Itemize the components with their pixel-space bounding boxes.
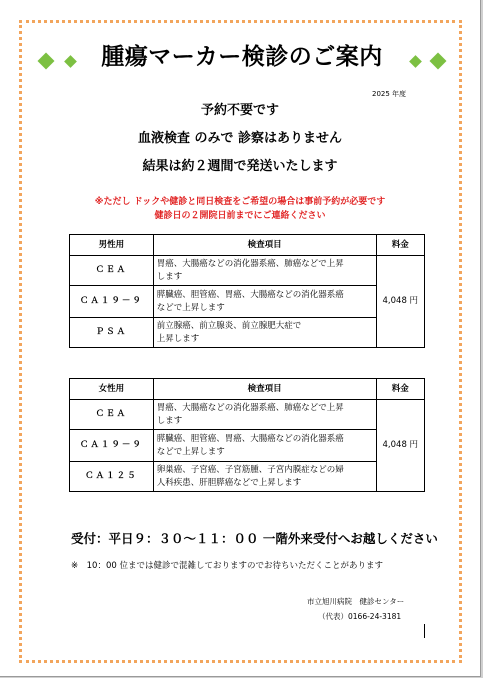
female-marker-table bbox=[69, 378, 425, 492]
description-line: 卵巣癌、子宮癌、子宮筋腫、子宮内膜症などの婦 bbox=[156, 464, 344, 475]
page-title: 腫瘍マーカー検診のご案内 bbox=[101, 44, 383, 70]
marker-code: ＰＳＡ bbox=[70, 318, 154, 348]
marker-code: ＣＡ１２５ bbox=[70, 462, 154, 492]
description-line: 膵臓癌、胆管癌、胃癌、大腸癌などの消化器系癌 bbox=[156, 433, 344, 444]
notice-line-2: 健診日の２開院日前までにご連絡ください bbox=[154, 211, 326, 221]
table-header-row bbox=[70, 235, 425, 256]
description-line: 膵臓癌、胆管癌、胃癌、大腸癌などの消化器系癌 bbox=[156, 289, 344, 300]
phone-number: （代表）0166-24-3181 bbox=[318, 612, 402, 621]
fiscal-year: 2025 年度 bbox=[372, 90, 407, 98]
column-header: 女性用 bbox=[70, 379, 154, 400]
male-marker-table bbox=[69, 234, 425, 348]
description-line: などで上昇します bbox=[156, 302, 225, 313]
table-row bbox=[70, 286, 425, 318]
marker-code: ＣＡ１９－９ bbox=[70, 286, 154, 318]
table-row bbox=[70, 318, 425, 348]
fee-cell: 4,048 円 bbox=[376, 400, 424, 492]
marker-code: ＣＡ１９－９ bbox=[70, 430, 154, 462]
column-header: 料金 bbox=[376, 235, 424, 256]
description-line: 人科疾患、肝胆膵癌などで上昇します bbox=[156, 477, 302, 488]
table-row bbox=[70, 400, 425, 430]
diamond-icon bbox=[409, 55, 422, 68]
marker-description bbox=[153, 462, 376, 492]
table-row bbox=[70, 462, 425, 492]
description-line: などで上昇します bbox=[156, 446, 225, 457]
column-header: 検査項目 bbox=[153, 379, 376, 400]
marker-code: ＣＥＡ bbox=[70, 256, 154, 286]
description-line: します bbox=[156, 271, 183, 282]
congestion-note: ※ 10：00 位までは健診で混雑しておりますのでお待ちいただくことがあります bbox=[71, 561, 383, 571]
description-line: 胃癌、大腸癌などの消化器系癌、肺癌などで上昇 bbox=[156, 402, 344, 413]
blood-test-text: 血液検査 のみで 診察はありません bbox=[137, 131, 343, 146]
column-header: 男性用 bbox=[70, 235, 154, 256]
notice-line-1: ※ただし ドックや健診と同日検査をご希望の場合は事前予約が必要です bbox=[94, 197, 386, 207]
table-header-row bbox=[70, 379, 425, 400]
table-row bbox=[70, 430, 425, 462]
organization-name: 市立旭川病院 健診センター bbox=[307, 597, 405, 606]
marker-description bbox=[153, 318, 376, 348]
description-line: 上昇します bbox=[156, 333, 200, 344]
description-line: します bbox=[156, 415, 183, 426]
marker-description bbox=[153, 400, 376, 430]
reception-hours: 受付：平日９：３０～１１：００ 一階外来受付へお越しください bbox=[71, 531, 438, 546]
column-header: 料金 bbox=[376, 379, 424, 400]
no-reservation-text: 予約不要です bbox=[200, 103, 279, 118]
marker-code: ＣＥＡ bbox=[70, 400, 154, 430]
diamond-icon bbox=[64, 55, 77, 68]
fee-cell: 4,048 円 bbox=[376, 256, 424, 348]
title-row bbox=[30, 36, 454, 76]
description-line: 胃癌、大腸癌などの消化器系癌、肺癌などで上昇 bbox=[156, 258, 344, 269]
marker-description bbox=[153, 286, 376, 318]
marker-description bbox=[153, 430, 376, 462]
diamond-icon bbox=[38, 53, 55, 70]
results-text: 結果は約２週間で発送いたします bbox=[142, 159, 338, 174]
description-line: 前立腺癌、前立腺炎、前立腺肥大症で bbox=[156, 320, 302, 331]
text-cursor bbox=[424, 624, 425, 638]
table-row bbox=[70, 256, 425, 286]
marker-description bbox=[153, 256, 376, 286]
diamond-icon bbox=[430, 53, 447, 70]
column-header: 検査項目 bbox=[153, 235, 376, 256]
